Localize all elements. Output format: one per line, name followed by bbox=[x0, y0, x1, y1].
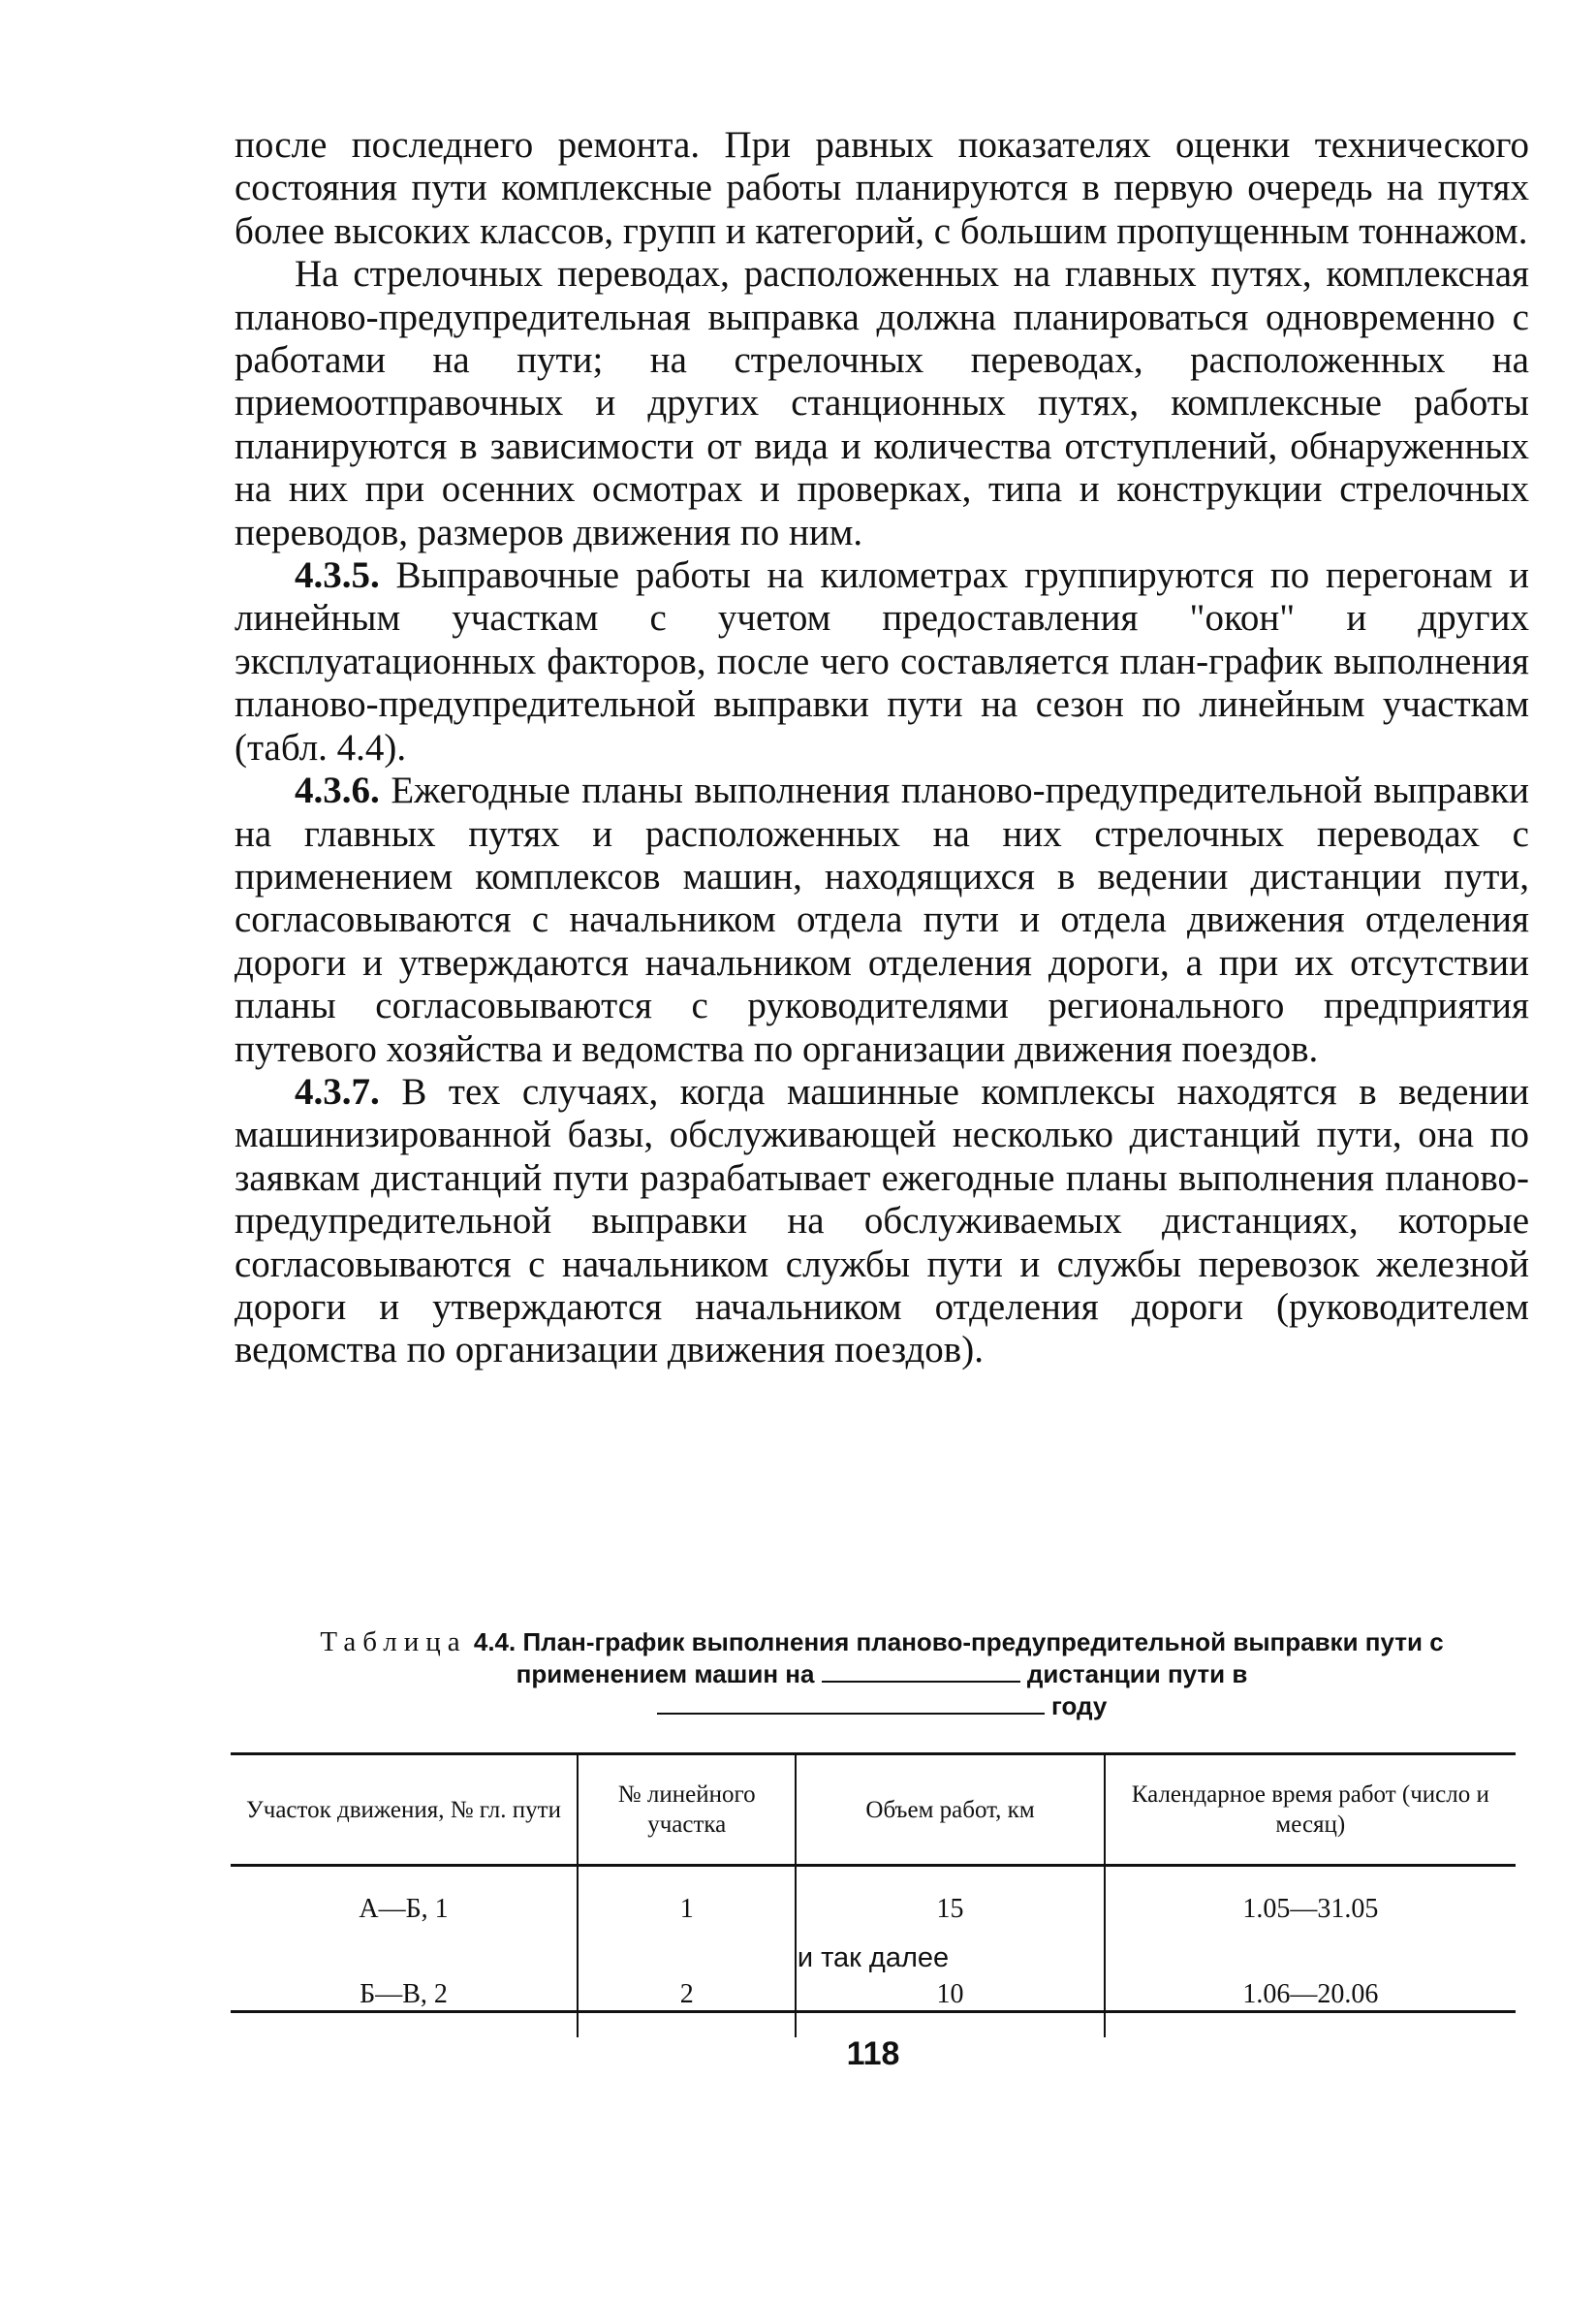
header-calendar-time: Календарное время работ (число и месяц) bbox=[1105, 1754, 1516, 1866]
table-title-part2: дистанции пути в bbox=[1026, 1659, 1248, 1688]
cell: 1 bbox=[578, 1866, 796, 1953]
schedule-table bbox=[231, 1752, 1516, 2037]
header-section: Участок движения, № гл. пути bbox=[231, 1754, 578, 1866]
footer-rule bbox=[231, 2010, 1516, 2013]
cell: 1.05—31.05 bbox=[1105, 1866, 1516, 1953]
section-number: 4.3.6. bbox=[295, 770, 380, 812]
cell: А—Б, 1 bbox=[359, 1894, 449, 1924]
table-row bbox=[231, 1866, 1516, 1953]
cell: 10 bbox=[796, 1952, 1104, 2037]
section-number: 4.3.5. bbox=[295, 554, 380, 597]
table-caption bbox=[254, 1626, 1510, 1722]
header-work-volume: Объем работ, км bbox=[796, 1754, 1104, 1866]
header-linear-section: № линейного участка bbox=[578, 1754, 796, 1866]
table-number: 4.4. bbox=[473, 1627, 516, 1656]
table-label: Таблица bbox=[320, 1626, 467, 1657]
body-text bbox=[235, 124, 1529, 1372]
blank-line-distance bbox=[822, 1659, 1020, 1683]
page-number: 118 bbox=[846, 2035, 900, 2072]
cell: 15 bbox=[796, 1866, 1104, 1953]
paragraph-4-3-5: 4.3.5. Выправочные работы на километрах группируются по перегонам и линейным участкам с учетом предоставления "окон" и других эксплуатационных факторов, после чего составляется план-график выполнения планово-предупредительной выправки пути на сезон по линейным участкам (табл. 4.4). bbox=[235, 554, 1529, 769]
paragraph-4-3-6: 4.3.6. Ежегодные планы выполнения планово-предупредительной выправки на главных путях и расположенных на них стрелочных переводах с применением комплексов машин, находящихся в ведении дистанции пути, согласовываются с начальником отдела пути и отдела движения отделения дороги и утверждаются начальником отделения дороги, а при их отсутствии планы согласовываются с руководителями регионального предприятия путевого хозяйства и ведомства по организации движения поездов. bbox=[235, 770, 1529, 1070]
table-header-row bbox=[231, 1754, 1516, 1866]
table-title-part3: году bbox=[1050, 1691, 1108, 1720]
cell: 1.06—20.06 bbox=[1105, 1952, 1516, 2037]
table-title-part1: План-график выполнения планово-предупредительной выправки пути с применением машин на bbox=[516, 1627, 1444, 1688]
paragraph-2: На стрелочных переводах, расположенных на главных путях, комплексная планово-предупредительная выправка должна планироваться одновременно с работами на пути; на стрелочных переводах, расположенных на приемоотправочных и других станционных путях, комплексные работы планируются в зависимости от вида и количества отступлений, обнаруженных на них при осенних осмотрах и проверках, типа и конструкции стрелочных переводов, размеров движения по ним. bbox=[235, 253, 1529, 553]
paragraph-1: после последнего ремонта. При равных показателях оценки технического состояния пути комплексные работы планируются в первую очередь на путях более высоких классов, групп и категорий, с большим пропущенным тоннажом. bbox=[235, 124, 1529, 252]
paragraph-4-3-7: 4.3.7. В тех случаях, когда машинные комплексы находятся в ведении машинизированной базы, обслуживающей несколько дистанций пути, она по заявкам дистанций пути разрабатывает ежегодные планы выполнения планово-предупредительной выправки на обслуживаемых дистанциях, которые согласовываются с начальником службы пути и службы перевозок железной дороги и утверждаются начальником отделения дороги (руководителем ведомства по организации движения поездов). bbox=[235, 1070, 1529, 1371]
section-number: 4.3.7. bbox=[295, 1070, 380, 1113]
cell: 2 bbox=[578, 1952, 796, 2037]
blank-line-year bbox=[657, 1691, 1045, 1715]
cell: Б—В, 2 bbox=[360, 1979, 448, 2009]
table-continuation: и так далее bbox=[797, 1942, 950, 1973]
